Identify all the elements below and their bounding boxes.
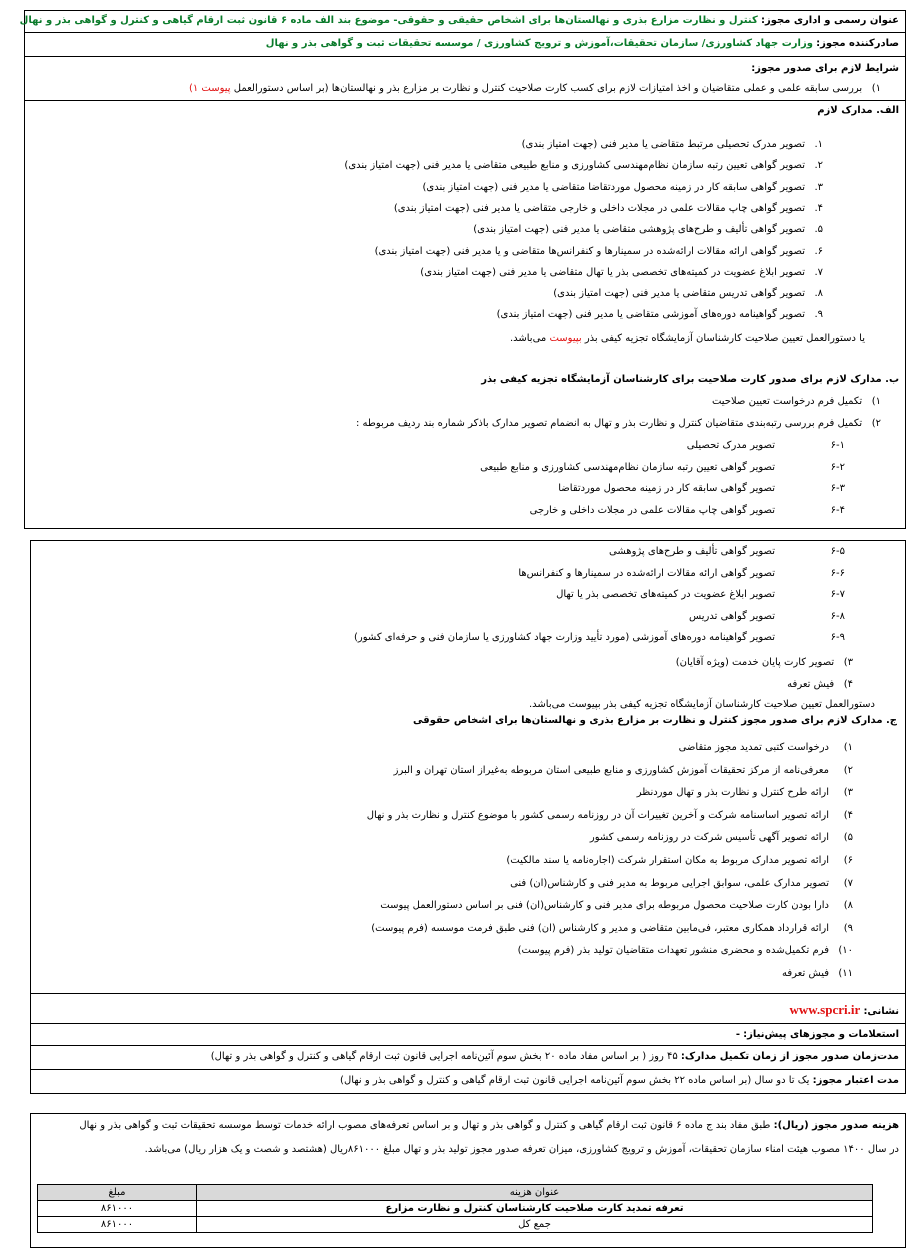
section-a-item xyxy=(25,224,823,235)
section-c-item xyxy=(31,945,853,956)
section-a-note-post: می‌باشد. xyxy=(509,333,547,344)
section-c-item xyxy=(31,832,853,843)
section-a-item-text: تصویر گواهینامه دوره‌های آموزشی متقاضی یا مدیر فنی (جهت امتیاز بندی) xyxy=(496,309,805,321)
permit-title-value: کنترل و نظارت مزارع بذری و نهالستان‌ها برای اشخاص حقیقی و حقوقی- موضوع بند الف ماده ۶ قانون ثبت ارقام گیاهی و کنترل و گواهی بذر و نهال xyxy=(19,15,758,26)
section-c-item xyxy=(31,787,853,798)
section-c-item-num: ۱) xyxy=(843,742,853,753)
section-c-item-num: ۹) xyxy=(843,922,853,934)
section-c-item-text: ارائه تصویر اساسنامه شرکت و آخرین تغییرات آن در روزنامه رسمی کشور با موضوع کنترل و نظارت بذر و نهال xyxy=(366,809,829,821)
section-a-item xyxy=(25,139,823,150)
section-a-item-text: تصویر گواهی تدریس متقاضی یا مدیر فنی (جهت امتیاز بندی) xyxy=(553,288,805,300)
cost-col-amount: مبلغ xyxy=(38,1185,197,1201)
cost-box xyxy=(30,1113,906,1248)
section-b-sub-item xyxy=(31,568,845,579)
section-c-item-num: ۵) xyxy=(843,832,853,844)
section-a-item xyxy=(25,160,823,171)
section-a-item-num: ۸. xyxy=(814,288,823,300)
section-a-item xyxy=(25,182,823,193)
section-b-sub-item-num: ۶-۱ xyxy=(830,440,845,451)
section-b-item-2-text: تکمیل فرم بررسی رتبه‌بندی متقاضیان کنترل و نظارت بذر و تهال به انضمام تصویر مدارک باذکر شماره بند ردیف مربوطه : xyxy=(355,418,863,429)
section-b-item-3-text: تصویر کارت پایان خدمت (ویژه آقایان) xyxy=(675,657,835,668)
section-b-sub-item-text: تصویر گواهی ارائه مقالات ارائه‌شده در سمینارها و کنفرانس‌ها xyxy=(518,567,775,579)
section-a-title: الف. مدارک لازم xyxy=(817,105,899,116)
permit-title-row xyxy=(19,11,905,33)
section-a-item-text: تصویر گواهی چاپ مقالات علمی در مجلات داخلی و خارجی متقاضی یا مدیر فنی (جهت امتیاز بندی) xyxy=(393,202,805,214)
section-b-sub-item-text: تصویر گواهی تدریس xyxy=(689,610,775,622)
documents-section xyxy=(25,101,905,526)
issuer-row xyxy=(25,33,905,57)
duration-label: مدت‌زمان صدور مجوز از زمان تکمیل مدارک: xyxy=(680,1051,899,1062)
section-b-sub-item-text: تصویر مدرک تحصیلی xyxy=(686,440,775,451)
cost-total-amount: ۸۶۱۰۰۰ xyxy=(38,1217,197,1233)
section-c-item-num: ۲) xyxy=(843,764,853,776)
section-b-sub-item-text: تصویر گواهی چاپ مقالات علمی در مجلات داخلی و خارجی xyxy=(529,504,775,516)
duration-row xyxy=(31,1046,905,1070)
prereq-value: - xyxy=(735,1029,740,1040)
condition-item-1-num: ۱) xyxy=(871,83,881,94)
section-c-item-num: ۱۰) xyxy=(838,945,853,957)
section-a-item-num: ۶. xyxy=(814,245,823,257)
section-b-sub-item xyxy=(31,589,845,600)
address-link[interactable]: www.spcri.ir xyxy=(789,1002,861,1017)
prereq-label: استعلامات و مجوزهای پیش‌نیاز: xyxy=(743,1029,899,1040)
cost-label: هزینه صدور مجوز (ریال): xyxy=(773,1120,899,1131)
section-a-item-text: تصویر ابلاغ عضویت در کمیته‌های تخصصی بذر یا تهال متقاضی یا مدیر فنی (جهت امتیاز بندی) xyxy=(420,266,805,278)
section-a-item-num: ۱. xyxy=(814,139,823,150)
section-c-item-num: ۶) xyxy=(843,855,853,866)
section-c-item-text: درخواست کتبی تمدید مجوز متقاضی xyxy=(678,742,829,753)
section-a-item-text: تصویر گواهی تألیف و طرح‌های پژوهشی متقاضی یا مدیر فنی (جهت امتیاز بندی) xyxy=(473,224,805,236)
section-b-sub-item-num: ۶-۵ xyxy=(830,546,845,557)
cost-table-row xyxy=(38,1201,873,1217)
section-b-item-2 xyxy=(25,418,881,429)
section-a-item xyxy=(25,246,823,257)
section-b-item-4-text: فیش تعرفه xyxy=(787,679,835,690)
address-row xyxy=(31,994,905,1024)
conditions-title: شرایط لازم برای صدور مجوز: xyxy=(751,63,899,74)
issuer-label: صادرکننده مجوز: xyxy=(816,38,899,49)
section-c-item-text: ارائه تصویر آگهی تأسیس شرکت در روزنامه رسمی کشور xyxy=(589,832,829,844)
section-b-sub-item-num: ۶-۳ xyxy=(830,483,845,494)
section-c-item-text: تصویر مدارک علمی، سوابق اجرایی مربوط به مدیر فنی و کارشناس(ان) فنی xyxy=(510,877,829,889)
section-b-item-3 xyxy=(31,657,853,668)
section-b-sub-item-text: تصویر گواهی تعیین رتبه سازمان نظام‌مهندسی کشاورزی و منابع طبیعی xyxy=(480,461,775,473)
section-c-item-text: فیش تعرفه xyxy=(782,968,829,979)
condition-item-1-text: بررسی سابقه علمی و عملی متقاضیان و اخذ امتیازات لازم برای کسب کارت صلاحیت کنترل و نظارت بر مزارع بذر و نهالستان‌ها (بر اساس دستورالعمل xyxy=(233,83,863,94)
cost-col-title: عنوان هزینه xyxy=(197,1185,873,1201)
section-b-sub-item-num: ۶-۸ xyxy=(830,610,845,622)
section-c-item xyxy=(31,900,853,911)
condition-item-1-red: پیوست ۱) xyxy=(188,83,231,94)
section-c-item-num: ۱۱) xyxy=(838,968,853,979)
section-a-item-num: ۷. xyxy=(814,266,823,278)
section-c-item xyxy=(31,810,853,821)
section-c-item-text: فرم تکمیل‌شده و محضری منشور تعهدات متقاضیان تولید بذر (فرم پیوست) xyxy=(517,945,829,957)
section-a-item-num: ۲. xyxy=(814,160,823,172)
section-b-sub-item xyxy=(25,483,845,494)
cost-text-2: در سال ۱۴۰۰ مصوب هیئت امناء سازمان تحقیقات، آموزش و ترویج کشاورزی، میزان تعرفه صدور مجوز تولید بذر و تهال مبلغ ۸۶۱۰۰۰ریال (هشتصد و شصت و یک هزار ریال) می‌باشد. xyxy=(144,1144,899,1155)
section-b-title: ب. مدارک لازم برای صدور کارت صلاحیت برای کارشناسان آزمایشگاه تجزیه کیفی بذر xyxy=(481,374,899,385)
section-a-item xyxy=(25,309,823,320)
section-c-item-num: ۴) xyxy=(843,809,853,821)
section-b-item-1-text: تکمیل فرم درخواست تعیین صلاحیت xyxy=(711,396,863,407)
section-b-sub-item-num: ۶-۹ xyxy=(830,632,845,643)
section-c-item-num: ۷) xyxy=(843,877,853,889)
section-a-item-text: تصویر مدرک تحصیلی مرتبط متقاضی یا مدیر فنی (جهت امتیاز بندی) xyxy=(521,139,805,150)
section-b-item-1 xyxy=(25,396,881,407)
section-a-item xyxy=(25,267,823,278)
section-a-note-pre: یا دستورالعمل تعیین صلاحیت کارشناسان آزمایشگاه تجزیه کیفی بذر xyxy=(584,333,865,344)
prereq-row xyxy=(31,1024,905,1046)
section-a-item-text: تصویر گواهی ارائه مقالات ارائه‌شده در سمینارها و کنفرانس‌ها متقاضی و یا مدیر فنی (جهت امتیاز بندی) xyxy=(374,245,805,257)
section-a-item-num: ۹. xyxy=(814,309,823,321)
section-b-item-3-num: ۳) xyxy=(843,657,853,668)
section-a-item xyxy=(25,203,823,214)
section-b-sub-item-text: تصویر گواهینامه دوره‌های آموزشی (مورد تأیید وزارت جهاد کشاورزی یا سازمان فنی و حرفه‌ای کشور) xyxy=(354,632,775,643)
section-a-item-num: ۴. xyxy=(814,202,823,214)
validity-value: یک تا دو سال (بر اساس ماده ۲۲ بخش سوم آئین‌نامه اجرایی قانون ثبت ارقام گیاهی و کنترل و گواهی بذر و نهال) xyxy=(340,1075,810,1086)
cost-line-1 xyxy=(31,1120,899,1131)
issuer-value: وزارت جهاد کشاورزی/ سازمان تحقیقات،آموزش و ترویج کشاورزی / موسسه تحقیقات ثبت و گواهی بذر و نهال xyxy=(265,38,813,49)
section-a-item-text: تصویر گواهی سابقه کار در زمینه محصول موردتقاضا متقاضی یا مدیر فنی (جهت امتیاز بندی) xyxy=(422,181,805,193)
section-b-sub-item-num: ۶-۴ xyxy=(830,504,845,516)
validity-label: مدت اعتبار مجوز: xyxy=(812,1075,899,1086)
section-c-item-text: دارا بودن کارت صلاحیت محصول مربوطه برای مدیر فنی و کارشناس(ان) فنی بر اساس دستورالعمل پیوست xyxy=(380,900,829,912)
section-c-item xyxy=(31,923,853,934)
section-c-item xyxy=(31,855,853,866)
cost-text-1: طبق مفاد بند ج ماده ۶ قانون ثبت ارقام گیاهی و کنترل و گواهی بذر و تهال و بر اساس تعرفه‌های مصوب ارائه خدمات توسط موسسه تحقیقات ثبت و گواهی بذر و نهال xyxy=(79,1120,771,1131)
cost-total-title: جمع کل xyxy=(197,1217,873,1233)
section-b-sub-item xyxy=(31,611,845,622)
section-a-item xyxy=(25,288,823,299)
section-b-sub-item-num: ۶-۶ xyxy=(830,567,845,579)
documents-continued xyxy=(31,541,905,994)
section-b-sub-item-num: ۶-۷ xyxy=(830,589,845,600)
condition-item-1 xyxy=(25,83,881,94)
section-c-title: ج. مدارک لازم برای صدور مجوز کنترل و نظارت بر مزارع بذری و نهالستان‌ها برای اشخاص حقوقی xyxy=(413,715,897,726)
section-c-item-text: ارائه قرارداد همکاری معتبر، فی‌مابین متقاضی و مدیر و کارشناس (ان) فنی طبق فرمت موسسه (فرم پیوست) xyxy=(371,922,829,934)
section-c-item xyxy=(31,968,853,979)
section-c-item-text: ارائه طرح کنترل و نظارت بذر و تهال موردنظر xyxy=(636,787,829,799)
section-a-item-num: ۵. xyxy=(814,224,823,236)
section-b-item-2-num: ۲) xyxy=(871,418,881,429)
section-c-item-text: ارائه تصویر مدارک مربوط به مکان استقرار شرکت (اجاره‌نامه یا سند مالکیت) xyxy=(506,855,829,866)
validity-row xyxy=(31,1070,905,1094)
section-b-note: دستورالعمل تعیین صلاحیت کارشناسان آزمایشگاه تجزیه کیفی بذر بپیوست می‌باشد. xyxy=(528,699,875,710)
section-b-sub-item-text: تصویر گواهی تألیف و طرح‌های پژوهشی xyxy=(609,546,775,557)
section-c-item-text: معرفی‌نامه از مرکز تحقیقات آموزش کشاورزی و منابع طبیعی استان مربوطه به‌غیراز استان تهران و البرز xyxy=(393,764,829,776)
section-c-item-num: ۳) xyxy=(843,787,853,799)
section-b-sub-item xyxy=(25,462,845,473)
address-label: نشانی: xyxy=(863,1006,899,1017)
section-c-item xyxy=(31,878,853,889)
section-a-note-red: بپیوست xyxy=(549,333,582,344)
cost-row-amount: ۸۶۱۰۰۰ xyxy=(38,1201,197,1217)
section-b-item-1-num: ۱) xyxy=(871,396,881,407)
section-b-sub-item-num: ۶-۲ xyxy=(830,461,845,473)
duration-value: ۴۵ روز ( بر اساس مفاد ماده ۲۰ بخش سوم آئین‌نامه اجرایی قانون ثبت ارقام گیاهی و کنترل و گواهی بذر و تهال) xyxy=(210,1051,678,1062)
cost-table xyxy=(37,1184,873,1233)
permit-info-box-page2 xyxy=(30,540,906,1094)
section-b-sub-item xyxy=(31,546,845,557)
section-b-sub-item xyxy=(31,632,845,643)
section-b-sub-item xyxy=(25,440,845,451)
section-a-item-text: تصویر گواهی تعیین رتبه سازمان نظام‌مهندسی کشاورزی و منابع طبیعی متقاضی یا مدیر فنی (جهت امتیاز بندی) xyxy=(344,160,805,172)
section-c-item-num: ۸) xyxy=(843,900,853,912)
section-b-sub-item-text: تصویر ابلاغ عضویت در کمیته‌های تخصصی بذر یا تهال xyxy=(556,589,775,600)
section-b-item-4-num: ۴) xyxy=(843,679,853,690)
cost-table-header xyxy=(38,1185,873,1201)
section-c-item xyxy=(31,742,853,753)
section-b-item-4 xyxy=(31,679,853,690)
section-c-item xyxy=(31,765,853,776)
section-a-item-num: ۳. xyxy=(814,181,823,193)
section-b-sub-item xyxy=(25,505,845,516)
cost-table-total xyxy=(38,1217,873,1233)
permit-title-label: عنوان رسمی و اداری مجوز: xyxy=(760,15,899,26)
permit-info-box-page1 xyxy=(19,10,906,529)
section-a-note xyxy=(25,333,865,344)
cost-row-title: تعرفه تمدید کارت صلاحیت کارشناسان کنترل و نظارت مزارع xyxy=(197,1201,873,1217)
conditions-row xyxy=(25,57,905,101)
section-b-sub-item-text: تصویر گواهی سابقه کار در زمینه محصول موردتقاضا xyxy=(558,483,775,494)
